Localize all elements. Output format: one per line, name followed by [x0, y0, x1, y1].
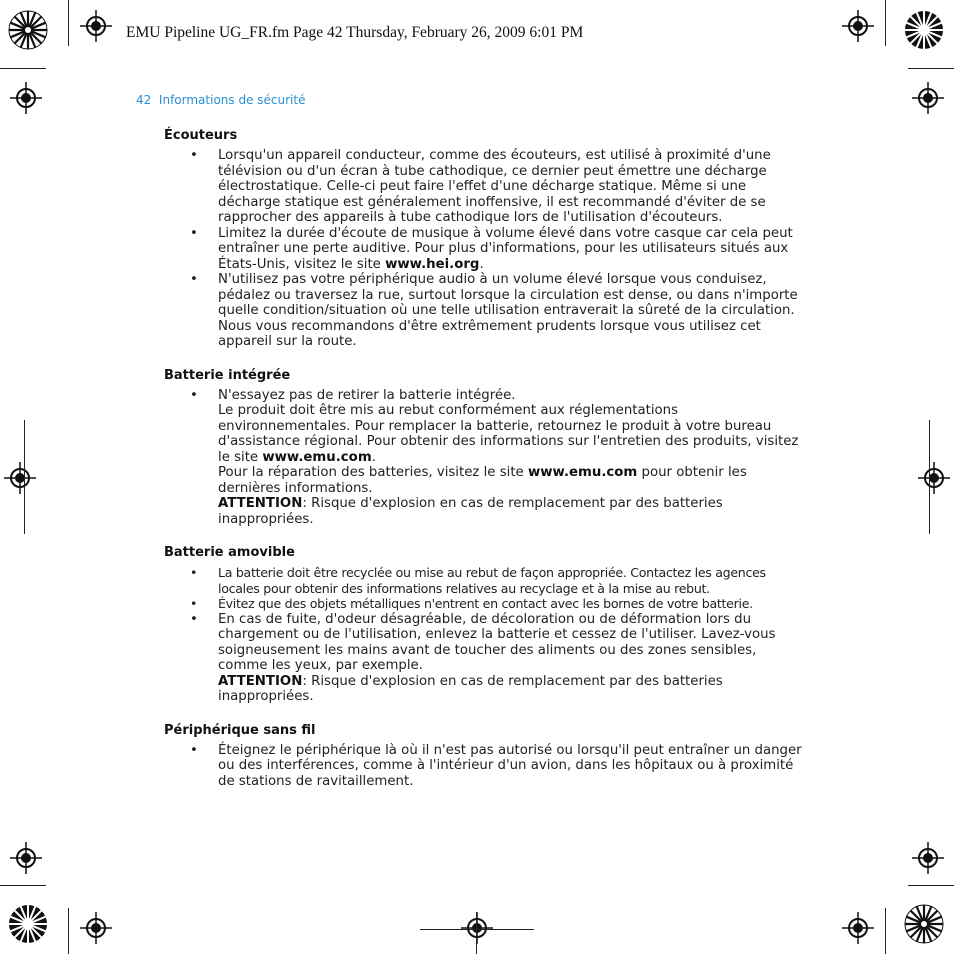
warning: ATTENTION: Risque d'explosion en cas de remplacement par des batteries inappropriées. [218, 496, 723, 527]
list-item [164, 272, 804, 350]
bullet: • [190, 387, 198, 403]
crop-mark [68, 908, 69, 954]
list-item [164, 388, 804, 528]
warning-label: ATTENTION [218, 673, 303, 689]
list-item-text: Évitez que des objets métalliques n'entrent en contact avec les bornes de votre batterie. [218, 596, 753, 611]
crop-mark [24, 420, 25, 534]
section-title: Périphérique sans fil [164, 722, 316, 738]
list-item-text: Lorsqu'un appareil conducteur, comme des écouteurs, est utilisé à proximité d'une télévision ou d'un écran à tube cathodique, ce dernier peut émettre une décharge électrostatique. Celle-ci peut faire l'effet d'une décharge statique. Même si une décharge statique est généralement inoffensive, il est recommandé d'éviter de se rapprocher des appareils à tube cathodique lors de l'utilisation d'écouteurs. [218, 148, 771, 225]
section-title: Écouteurs [164, 128, 238, 143]
bullet: • [190, 272, 198, 287]
list-item-text: Limitez la durée d'écoute de musique à volume élevé dans votre casque car cela peut entraîner une perte auditive. Pour plus d'informations, pour les utilisateurs situés aux États-Unis, visitez le site [218, 225, 793, 272]
link-emu[interactable]: www.emu.com [262, 449, 372, 465]
registration-mark-top-right [842, 10, 874, 42]
registration-mark-bottom-left [80, 912, 112, 944]
section-ecouteurs [164, 128, 804, 350]
star-target-top-right [904, 10, 944, 50]
bullet: • [190, 225, 198, 241]
registration-mark-top-left [80, 10, 112, 42]
star-target-bottom-left [8, 904, 48, 944]
registration-mark-right-lower [912, 842, 944, 874]
crop-mark [885, 0, 886, 46]
registration-mark-right-middle [918, 462, 950, 494]
paragraph: En cas de fuite, d'odeur désagréable, de décoloration ou de déformation lors du chargement ou de l'utilisation, enlevez la batterie et cessez de l'utiliser. Lavez-vous soigneusement les mains avant de toucher des aliments ou des zones sensibles, comme les yeux, par exemple. [218, 611, 776, 673]
list-item [164, 612, 804, 705]
page-content [164, 128, 804, 807]
crop-mark [0, 885, 46, 886]
list-item-text: . [479, 256, 484, 272]
crop-mark [420, 929, 534, 930]
list-item [164, 148, 804, 226]
paragraph: N'essayez pas de retirer la batterie intégrée. [218, 387, 516, 403]
crop-mark [885, 908, 886, 954]
registration-mark-bottom-center [461, 912, 493, 944]
crop-mark [68, 0, 69, 46]
crop-mark [908, 885, 954, 886]
link-emu[interactable]: www.emu.com [527, 465, 638, 480]
section-peripherique-sans-fil [164, 723, 804, 790]
bullet: • [190, 742, 198, 758]
list-item [164, 565, 804, 596]
bullet: • [190, 148, 198, 163]
crop-mark [929, 420, 930, 534]
registration-mark-left-upper [10, 82, 42, 114]
paragraph: Le produit doit être mis au rebut conformément aux réglementations environnementales. Pour remplacer la batterie, retournez le produit à votre bureau d'assistance régional. Pour obtenir des informations sur l'entretien des produits, visitez le site www.emu.com. [218, 403, 799, 465]
link-hei[interactable]: www.hei.org [385, 256, 480, 272]
star-target-top-left [8, 10, 48, 50]
registration-mark-bottom-right [842, 912, 874, 944]
star-target-bottom-right [904, 904, 944, 944]
registration-mark-left-middle [4, 462, 36, 494]
bullet: • [190, 565, 198, 580]
list-item [164, 596, 804, 612]
warning-label: ATTENTION [218, 496, 303, 511]
crop-mark [908, 68, 954, 69]
section-title: Batterie amovible [164, 545, 295, 560]
running-header [136, 93, 305, 107]
crop-mark [476, 912, 477, 954]
bullet: • [190, 596, 198, 611]
registration-mark-left-lower [10, 842, 42, 874]
list-item-text: La batterie doit être recyclée ou mise au rebut de façon appropriée. Contactez les agences locales pour obtenir des informations relatives au recyclage et à la mise au rebut. [218, 565, 766, 596]
section-title: Batterie intégrée [164, 367, 291, 383]
registration-mark-right-upper [912, 82, 944, 114]
paragraph: Pour la réparation des batteries, visitez le site www.emu.com pour obtenir les dernières informations. [218, 465, 747, 496]
print-slug: EMU Pipeline UG_FR.fm Page 42 Thursday, February 26, 2009 6:01 PM [126, 24, 584, 41]
crop-mark [0, 68, 46, 69]
section-batterie-amovible [164, 545, 804, 705]
list-item-text: Éteignez le périphérique là où il n'est pas autorisé ou lorsqu'il peut entraîner un danger ou des interférences, comme à l'intérieur d'un avion, dans les hôpitaux ou à proximité de stations de ravitaillement. [218, 742, 802, 789]
page-number: 42 [136, 93, 152, 107]
section-batterie-integree [164, 368, 804, 528]
section-name: Informations de sécurité [158, 93, 306, 107]
list-item-text: N'utilisez pas votre périphérique audio à un volume élevé lorsque vous conduisez, pédalez ou traversez la rue, surtout lorsque la circulation est dense, ou dans n'importe quelle condition/situation où une telle utilisation entraverait la sûreté de la circulation. Nous vous recommandons d'être extrêmement prudents lorsque vous utilisez cet appareil sur la route. [218, 272, 798, 349]
list-item [164, 743, 804, 790]
bullet: • [190, 611, 198, 627]
warning: ATTENTION: Risque d'explosion en cas de remplacement par des batteries inappropriées. [218, 673, 723, 704]
list-item [164, 226, 804, 273]
